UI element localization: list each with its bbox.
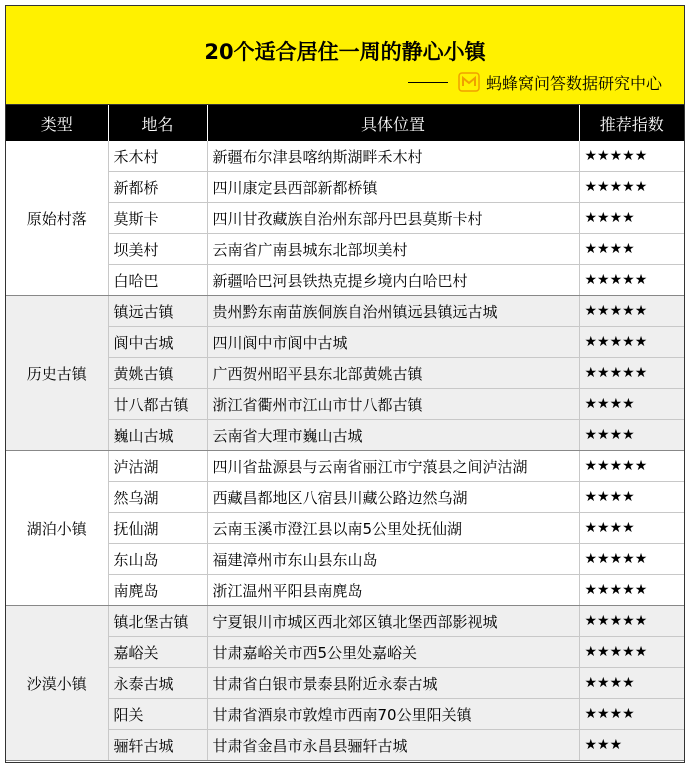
table-row [6,203,684,234]
table-row [6,730,684,761]
location-cell: 西藏昌都地区八宿县川藏公路边然乌湖 [207,482,579,513]
table-row [6,265,684,296]
rating-cell: ★★★★ [579,482,684,513]
place-name-cell: 骊轩古城 [108,730,207,761]
rating-cell: ★★★★★ [579,451,684,482]
place-name-cell: 镇北堡古镇 [108,606,207,637]
location-cell: 四川阆中市阆中古城 [207,327,579,358]
table-row [6,575,684,606]
place-name-cell: 黄姚古镇 [108,358,207,389]
location-cell: 四川甘孜藏族自治州东部丹巴县莫斯卡村 [207,203,579,234]
table-row [6,141,684,172]
page-title: 20个适合居住一周的静心小镇 [204,40,486,64]
category-cell: 湖泊小镇 [6,451,108,606]
rating-cell: ★★★★★ [579,327,684,358]
rating-cell: ★★★★★ [579,637,684,668]
place-name-cell: 莫斯卡 [108,203,207,234]
table-row [6,234,684,265]
location-cell: 甘肃省酒泉市敦煌市西南70公里阳关镇 [207,699,579,730]
location-cell: 甘肃省金昌市永昌县骊轩古城 [207,730,579,761]
rating-cell: ★★★★ [579,420,684,451]
table-row [6,606,684,637]
location-cell: 云南玉溪市澄江县以南5公里处抚仙湖 [207,513,579,544]
table-row [6,451,684,482]
place-name-cell: 嘉峪关 [108,637,207,668]
table-row [6,296,684,327]
rating-cell: ★★★★★ [579,544,684,575]
table-row [6,699,684,730]
location-cell: 甘肃嘉峪关市西5公里处嘉峪关 [207,637,579,668]
town-table [6,105,684,761]
header-rating: 推荐指数 [579,105,684,141]
source-line [408,71,662,93]
rating-cell: ★★★★★ [579,575,684,606]
table-row [6,482,684,513]
place-name-cell: 廿八都古镇 [108,389,207,420]
source-text: 蚂蜂窝问答数据研究中心 [485,73,662,93]
rating-cell: ★★★★★ [579,296,684,327]
place-name-cell: 永泰古城 [108,668,207,699]
location-cell: 福建漳州市东山县东山岛 [207,544,579,575]
place-name-cell: 阆中古城 [108,327,207,358]
rating-cell: ★★★★★ [579,358,684,389]
header-name: 地名 [108,105,207,141]
rating-cell: ★★★★ [579,234,684,265]
table-row [6,358,684,389]
place-name-cell: 阳关 [108,699,207,730]
place-name-cell: 泸沽湖 [108,451,207,482]
category-cell: 历史古镇 [6,296,108,451]
place-name-cell: 新都桥 [108,172,207,203]
location-cell: 云南省广南县城东北部坝美村 [207,234,579,265]
location-cell: 四川省盐源县与云南省丽江市宁蒗县之间泸沽湖 [207,451,579,482]
title-banner [6,6,684,105]
place-name-cell: 镇远古镇 [108,296,207,327]
infographic-frame [5,5,685,763]
place-name-cell: 然乌湖 [108,482,207,513]
location-cell: 新疆哈巴河县铁热克提乡境内白哈巴村 [207,265,579,296]
table-row [6,637,684,668]
place-name-cell: 东山岛 [108,544,207,575]
rating-cell: ★★★★★ [579,606,684,637]
place-name-cell: 白哈巴 [108,265,207,296]
location-cell: 四川康定县西部新都桥镇 [207,172,579,203]
category-cell: 沙漠小镇 [6,606,108,761]
rating-cell: ★★★★★ [579,265,684,296]
location-cell: 贵州黔东南苗族侗族自治州镇远县镇远古城 [207,296,579,327]
rating-cell: ★★★★ [579,699,684,730]
location-cell: 新疆布尔津县喀纳斯湖畔禾木村 [207,141,579,172]
table-row [6,513,684,544]
table-row [6,420,684,451]
location-cell: 甘肃省白银市景泰县附近永泰古城 [207,668,579,699]
location-cell: 浙江温州平阳县南麂岛 [207,575,579,606]
rating-cell: ★★★ [579,730,684,761]
table-row [6,668,684,699]
dash-divider [408,82,448,83]
category-cell: 原始村落 [6,141,108,296]
header-type: 类型 [6,105,108,141]
table-row [6,544,684,575]
rating-cell: ★★★★★ [579,172,684,203]
header-location: 具体位置 [207,105,579,141]
place-name-cell: 南麂岛 [108,575,207,606]
table-row [6,327,684,358]
location-cell: 广西贺州昭平县东北部黄姚古镇 [207,358,579,389]
rating-cell: ★★★★ [579,668,684,699]
table-row [6,389,684,420]
location-cell: 宁夏银川市城区西北郊区镇北堡西部影视城 [207,606,579,637]
location-cell: 云南省大理市巍山古城 [207,420,579,451]
location-cell: 浙江省衢州市江山市廿八都古镇 [207,389,579,420]
place-name-cell: 抚仙湖 [108,513,207,544]
place-name-cell: 坝美村 [108,234,207,265]
rating-cell: ★★★★ [579,389,684,420]
place-name-cell: 禾木村 [108,141,207,172]
mafengwo-logo-icon [458,72,480,92]
table-row [6,172,684,203]
rating-cell: ★★★★ [579,203,684,234]
table-header-row [6,105,684,141]
rating-cell: ★★★★ [579,513,684,544]
table-body [6,141,684,761]
rating-cell: ★★★★★ [579,141,684,172]
place-name-cell: 巍山古城 [108,420,207,451]
